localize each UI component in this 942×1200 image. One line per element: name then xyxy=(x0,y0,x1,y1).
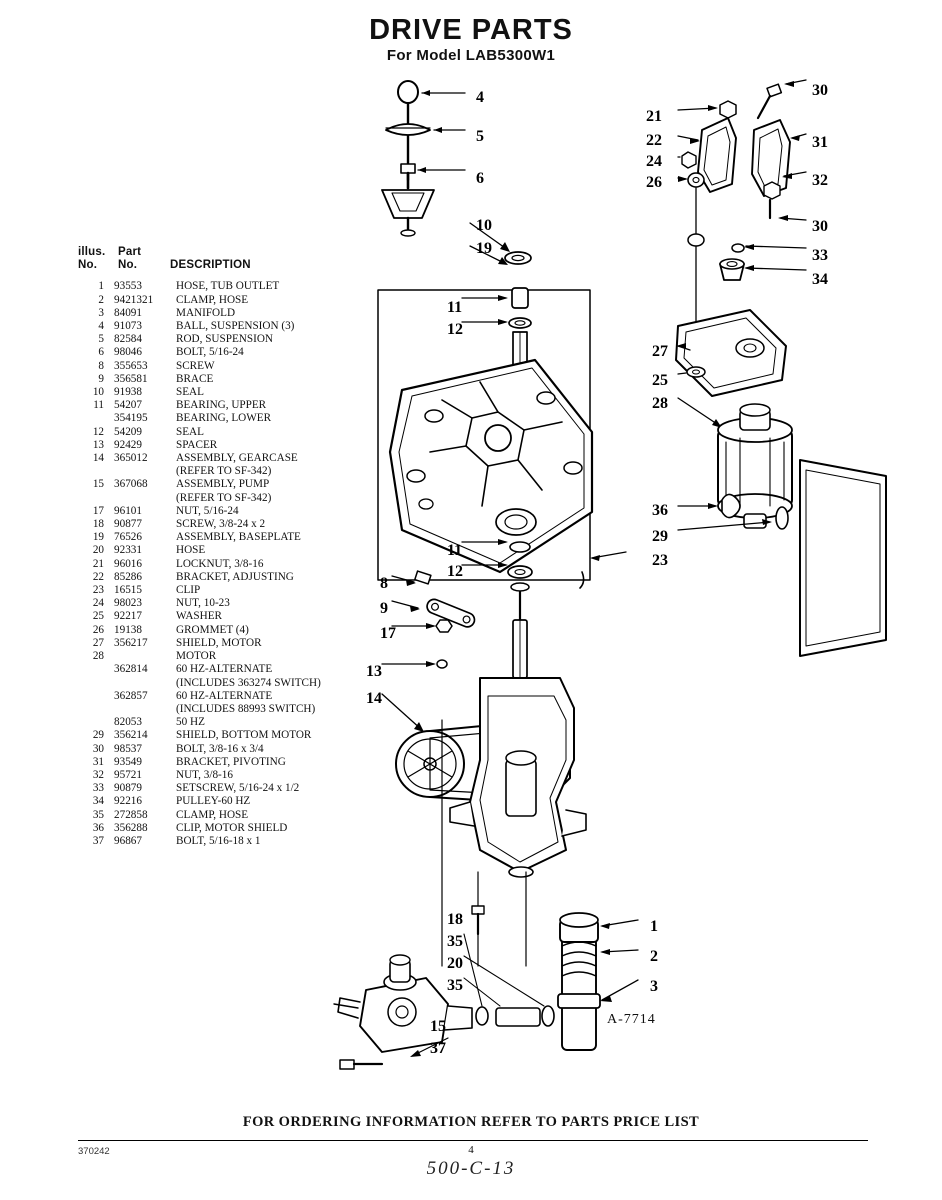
callout-number: 5 xyxy=(476,128,484,145)
cell-part-no: 93549 xyxy=(114,755,142,768)
cell-part-no: 362814 xyxy=(114,663,148,676)
cell-description: (REFER TO SF-342) xyxy=(176,465,272,478)
cell-description: NUT, 10-23 xyxy=(176,597,230,610)
cell-illus-no: 34 xyxy=(92,795,104,808)
cell-description: 60 HZ-ALTERNATE xyxy=(176,689,273,702)
cell-illus-no: 22 xyxy=(92,570,104,583)
callout-number: 21 xyxy=(646,108,662,125)
cell-part-no: 82053 xyxy=(114,716,142,729)
cell-part-no: 85286 xyxy=(114,570,142,583)
callout-number: 19 xyxy=(476,240,492,257)
page-title: DRIVE PARTS xyxy=(369,14,573,46)
cell-description: ASSEMBLY, GEARCASE xyxy=(176,452,298,465)
callout-number: 18 xyxy=(447,911,463,928)
cell-illus-no: 17 xyxy=(92,504,104,517)
callout-number: 3 xyxy=(650,978,658,995)
cell-illus-no: 33 xyxy=(92,782,104,795)
handwritten-note: 500-C-13 xyxy=(426,1158,516,1179)
cell-part-no: 354195 xyxy=(114,412,148,425)
cell-illus-no: 36 xyxy=(92,821,104,834)
cell-illus-no: 25 xyxy=(92,610,104,623)
callout-number: 31 xyxy=(812,134,828,151)
cell-description: SETSCREW, 5/16-24 x 1/2 xyxy=(176,782,300,795)
cell-description: MOTOR xyxy=(176,650,217,663)
callout-number: 37 xyxy=(430,1040,446,1057)
callout-number: 11 xyxy=(447,299,463,316)
cell-part-no: 365012 xyxy=(114,452,148,465)
cell-part-no: 92217 xyxy=(114,610,142,623)
cell-part-no: 54209 xyxy=(114,425,142,438)
cell-part-no: 93553 xyxy=(114,280,142,293)
callout-number: 12 xyxy=(447,563,463,580)
cell-description: CLIP, MOTOR SHIELD xyxy=(176,821,288,834)
callout-number: 27 xyxy=(652,343,668,360)
cell-illus-no: 9 xyxy=(98,372,104,385)
callout-number: 36 xyxy=(652,502,668,519)
cell-part-no: 98537 xyxy=(114,742,142,755)
cell-illus-no: 8 xyxy=(98,359,104,372)
cell-part-no: 92429 xyxy=(114,438,142,451)
cell-part-no: 355653 xyxy=(114,359,148,372)
cell-description: NUT, 3/8-16 xyxy=(176,768,233,781)
cell-illus-no: 4 xyxy=(98,320,104,333)
cell-part-no: 16515 xyxy=(114,584,142,597)
callout-number: 1 xyxy=(650,918,658,935)
cell-illus-no: 35 xyxy=(92,808,104,821)
cell-description: SCREW xyxy=(176,359,215,372)
cell-description: 60 HZ-ALTERNATE xyxy=(176,663,273,676)
cell-illus-no: 29 xyxy=(92,729,104,742)
callout-number: 22 xyxy=(646,132,662,149)
cell-part-no: 92216 xyxy=(114,795,142,808)
callout-number: 35 xyxy=(447,977,463,994)
cell-illus-no: 18 xyxy=(92,518,104,531)
cell-illus-no: 5 xyxy=(98,333,104,346)
column-header-part-no-line1: Part xyxy=(118,246,142,258)
cell-illus-no: 21 xyxy=(92,557,104,570)
cell-description: BRACE xyxy=(176,372,214,385)
cell-description: BEARING, LOWER xyxy=(176,412,272,425)
column-header-description-line2: DESCRIPTION xyxy=(170,259,251,272)
callout-number: 14 xyxy=(366,690,382,707)
callout-number: 2 xyxy=(650,948,658,965)
callout-number: 20 xyxy=(447,955,463,972)
callout-number: 13 xyxy=(366,663,382,680)
callout-number: 23 xyxy=(652,552,668,569)
page-number: 4 xyxy=(468,1144,474,1156)
cell-description: SEAL xyxy=(176,386,204,399)
document-id: 370242 xyxy=(78,1146,110,1157)
cell-part-no: 54207 xyxy=(114,399,142,412)
cell-description: BOLT, 5/16-24 xyxy=(176,346,244,359)
callout-number: 30 xyxy=(812,218,828,235)
cell-description: ASSEMBLY, PUMP xyxy=(176,478,270,491)
callout-number: 6 xyxy=(476,170,484,187)
cell-description: LOCKNUT, 3/8-16 xyxy=(176,557,264,570)
cell-description: BRACKET, ADJUSTING xyxy=(176,570,294,583)
cell-illus-no: 24 xyxy=(92,597,104,610)
cell-part-no: 19138 xyxy=(114,623,142,636)
cell-part-no: 95721 xyxy=(114,768,142,781)
cell-part-no: 272858 xyxy=(114,808,148,821)
callout-number: 17 xyxy=(380,625,396,642)
cell-part-no: 76526 xyxy=(114,531,142,544)
cell-description: BOLT, 3/8-16 x 3/4 xyxy=(176,742,264,755)
drawing-code: A-7714 xyxy=(607,1012,656,1027)
cell-description: ROD, SUSPENSION xyxy=(176,333,273,346)
column-header-illus-no-line2: No. xyxy=(78,259,98,272)
cell-part-no: 98023 xyxy=(114,597,142,610)
cell-part-no: 356581 xyxy=(114,372,148,385)
column-header-part-no-line2: No. xyxy=(118,259,138,272)
callout-number: 4 xyxy=(476,89,484,106)
cell-illus-no: 31 xyxy=(92,755,104,768)
cell-part-no: 91073 xyxy=(114,320,142,333)
cell-part-no: 96016 xyxy=(114,557,142,570)
cell-illus-no: 28 xyxy=(92,650,104,663)
cell-part-no: 356217 xyxy=(114,636,148,649)
callout-number: 11 xyxy=(447,542,463,559)
cell-illus-no: 23 xyxy=(92,584,104,597)
cell-description: (INCLUDES 363274 SWITCH) xyxy=(176,676,321,689)
cell-description: HOSE, TUB OUTLET xyxy=(176,280,280,293)
callout-number: 34 xyxy=(812,271,828,288)
cell-part-no: 92331 xyxy=(114,544,142,557)
cell-description: (INCLUDES 88993 SWITCH) xyxy=(176,702,316,715)
cell-part-no: 356288 xyxy=(114,821,148,834)
cell-part-no: 356214 xyxy=(114,729,148,742)
cell-description: WASHER xyxy=(176,610,222,623)
callout-number: 26 xyxy=(646,174,662,191)
cell-illus-no: 12 xyxy=(92,425,104,438)
cell-description: HOSE xyxy=(176,544,206,557)
cell-description: GROMMET (4) xyxy=(176,623,249,636)
cell-illus-no: 26 xyxy=(92,623,104,636)
cell-illus-no: 32 xyxy=(92,768,104,781)
cell-part-no: 90879 xyxy=(114,782,142,795)
callout-number: 8 xyxy=(380,575,388,592)
cell-description: CLIP xyxy=(176,584,201,597)
cell-description: BEARING, UPPER xyxy=(176,399,267,412)
cell-illus-no: 30 xyxy=(92,742,104,755)
column-header-illus-no-line1: illus. xyxy=(78,246,106,258)
cell-part-no: 90877 xyxy=(114,518,142,531)
cell-illus-no: 11 xyxy=(93,399,104,412)
cell-description: 50 HZ xyxy=(176,716,205,729)
cell-illus-no: 10 xyxy=(92,386,104,399)
cell-description: SPACER xyxy=(176,438,218,451)
cell-illus-no: 37 xyxy=(92,834,104,847)
callout-number: 28 xyxy=(652,395,668,412)
callout-number: 30 xyxy=(812,82,828,99)
ordering-info-note: FOR ORDERING INFORMATION REFER TO PARTS PRICE LIST xyxy=(242,1114,700,1130)
cell-part-no: 367068 xyxy=(114,478,148,491)
cell-description: ASSEMBLY, BASEPLATE xyxy=(176,531,301,544)
cell-illus-no: 27 xyxy=(92,636,104,649)
cell-part-no: 96867 xyxy=(114,834,142,847)
cell-illus-no: 13 xyxy=(92,438,104,451)
cell-part-no: 84091 xyxy=(114,306,142,319)
callout-number: 24 xyxy=(646,153,662,170)
callout-number: 29 xyxy=(652,528,668,545)
cell-description: (REFER TO SF-342) xyxy=(176,491,272,504)
cell-part-no: 91938 xyxy=(114,386,142,399)
callout-number: 10 xyxy=(476,217,492,234)
cell-part-no: 82584 xyxy=(114,333,142,346)
callout-number: 35 xyxy=(447,933,463,950)
cell-description: CLAMP, HOSE xyxy=(176,293,249,306)
callout-number: 9 xyxy=(380,600,388,617)
cell-illus-no: 3 xyxy=(98,306,104,319)
page-subtitle: For Model LAB5300W1 xyxy=(386,47,556,64)
exploded-view-diagram xyxy=(330,60,930,1070)
cell-illus-no: 1 xyxy=(98,280,104,293)
cell-description: MANIFOLD xyxy=(176,306,236,319)
callout-number: 12 xyxy=(447,321,463,338)
cell-description: CLAMP, HOSE xyxy=(176,808,249,821)
cell-illus-no: 20 xyxy=(92,544,104,557)
cell-illus-no: 14 xyxy=(92,452,104,465)
cell-description: PULLEY-60 HZ xyxy=(176,795,251,808)
callout-number: 25 xyxy=(652,372,668,389)
footer-divider xyxy=(78,1140,868,1141)
callout-number: 32 xyxy=(812,172,828,189)
cell-description: NUT, 5/16-24 xyxy=(176,504,239,517)
cell-part-no: 9421321 xyxy=(114,293,154,306)
cell-part-no: 96101 xyxy=(114,504,142,517)
cell-description: SHIELD, BOTTOM MOTOR xyxy=(176,729,312,742)
cell-description: SCREW, 3/8-24 x 2 xyxy=(176,518,266,531)
cell-description: BRACKET, PIVOTING xyxy=(176,755,286,768)
cell-part-no: 98046 xyxy=(114,346,142,359)
cell-illus-no: 6 xyxy=(98,346,104,359)
callout-number: 33 xyxy=(812,247,828,264)
cell-description: BOLT, 5/16-18 x 1 xyxy=(176,834,261,847)
cell-description: SEAL xyxy=(176,425,204,438)
cell-illus-no: 15 xyxy=(92,478,104,491)
callout-number: 15 xyxy=(430,1018,446,1035)
cell-description: BALL, SUSPENSION (3) xyxy=(176,320,295,333)
cell-description: SHIELD, MOTOR xyxy=(176,636,262,649)
cell-part-no: 362857 xyxy=(114,689,148,702)
cell-illus-no: 2 xyxy=(98,293,104,306)
cell-illus-no: 19 xyxy=(92,531,104,544)
